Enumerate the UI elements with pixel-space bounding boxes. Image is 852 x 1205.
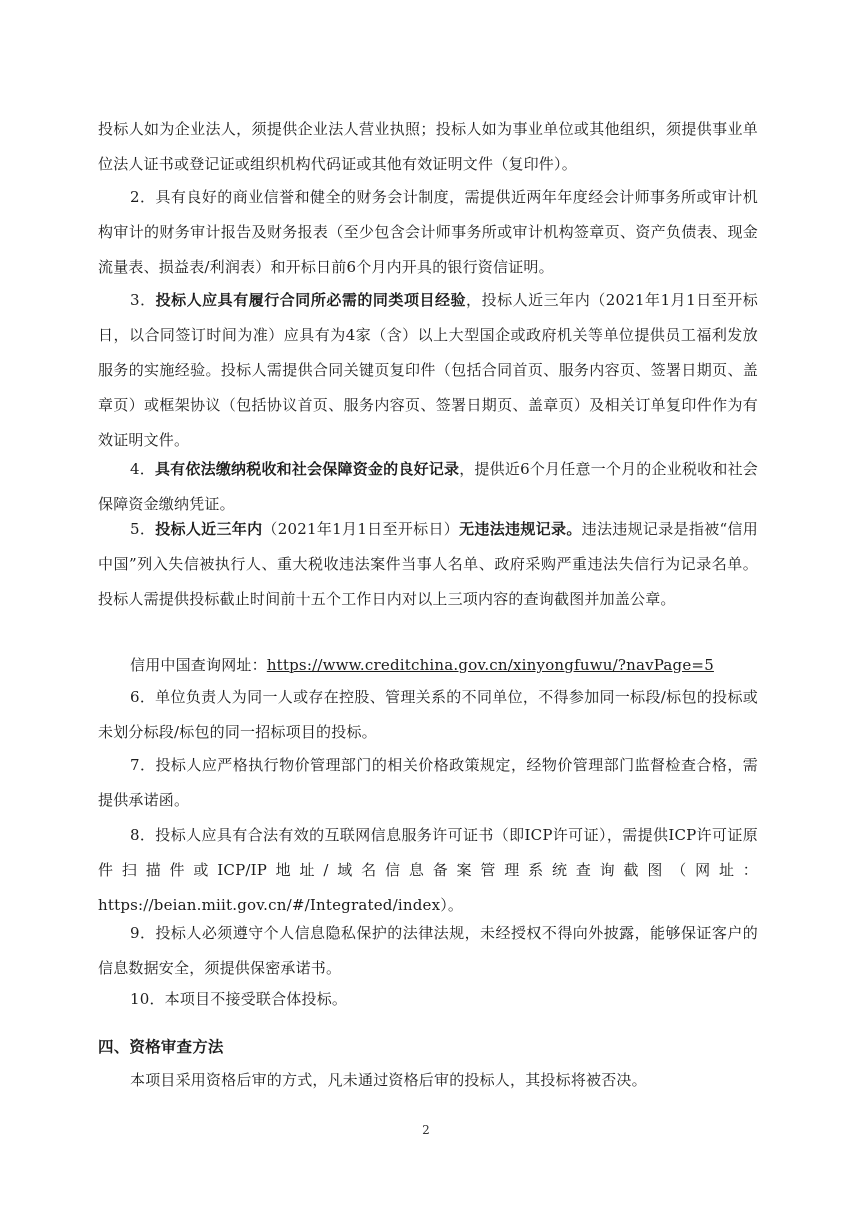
section-heading-4: 四、资格审查方法 [98, 1037, 224, 1056]
item-5-text: 违法违规记录是指被“信用中国”列入失信被执行人、重大税收违法案件当事人名单、政府采购严重违法失信行为记录名单。投标人需提供投标截止时间前十五个工作日内对以上三项内容的查询截图并加盖公章。 [98, 520, 758, 608]
item-3-bold: 投标人应具有履行合同所必需的同类项目经验 [155, 291, 467, 309]
paragraph-review-method: 本项目采用资格后审的方式，凡未通过资格后审的投标人，其投标将被否决。 [130, 1071, 647, 1089]
item-3-text: ，投标人近三年内（2021年1月1日至开标日，以合同签订时间为准）应具有为4家（含）以上大型国企或政府机关等单位提供员工福利发放服务的实施经验。投标人需提供合同关键页复印件（包括合同首页、服务内容页、签署日期页、盖章页）或框架协议（包括协议首页、服务内容页、签署日期页、盖章页）及相关订单复印件作为有效证明文件。 [98, 291, 758, 449]
paragraph-item-6: 6．单位负责人为同一人或存在控股、管理关系的不同单位，不得参加同一标段/标包的投标或未划分标段/标包的同一招标项目的投标。 [98, 688, 758, 741]
paragraph-item-9: 9．投标人必须遵守个人信息隐私保护的法律法规，未经授权不得向外披露，能够保证客户的信息数据安全，须提供保密承诺书。 [98, 924, 758, 977]
credit-china-label: 信用中国查询网址： [130, 656, 267, 674]
item-5-number: 5． [130, 520, 156, 538]
paragraph-item-10: 10．本项目不接受联合体投标。 [130, 990, 348, 1008]
item-5-bold-1: 投标人近三年内 [155, 520, 263, 538]
paragraph-item-5 [98, 512, 758, 617]
item-4-text: ，提供近6个月任意一个月的企业税收和社会保障资金缴纳凭证。 [98, 460, 758, 513]
paragraph-item-2: 2．具有良好的商业信誉和健全的财务会计制度，需提供近两年年度经会计师事务所或审计机构审计的财务审计报告及财务报表（至少包含会计师事务所或审计机构签章页、资产负债表、现金流量表、损益表/利润表）和开标日前6个月内开具的银行资信证明。 [98, 188, 758, 276]
paragraph-item-8: 8．投标人应具有合法有效的互联网信息服务许可证书（即ICP许可证），需提供ICP许可证原件扫描件或ICP/IP地址/域名信息备案管理系统查询截图（网址：https://beian.miit.gov.cn/#/Integrated/index）。 [98, 826, 758, 914]
credit-china-link[interactable]: https://www.creditchina.gov.cn/xinyongfuwu/?navPage=5 [266, 656, 714, 674]
paragraph-item-7: 7．投标人应严格执行物价管理部门的相关价格政策规定，经物价管理部门监督检查合格，需提供承诺函。 [98, 756, 758, 809]
item-5-bold-2: 无违法违规记录。 [459, 520, 582, 538]
page-number: 2 [422, 1123, 430, 1137]
item-4-number: 4． [130, 460, 155, 478]
paragraph-item-3 [98, 283, 758, 458]
paragraph-credit-china-url [98, 648, 758, 683]
item-4-bold: 具有依法缴纳税收和社会保障资金的良好记录 [154, 460, 460, 478]
paragraph-business-license: 投标人如为企业法人，须提供企业法人营业执照；投标人如为事业单位或其他组织，须提供事业单位法人证书或登记证或组织机构代码证或其他有效证明文件（复印件）。 [98, 120, 758, 173]
item-3-number: 3． [130, 291, 156, 309]
item-5-date-range: （2021年1月1日至开标日） [262, 520, 460, 538]
